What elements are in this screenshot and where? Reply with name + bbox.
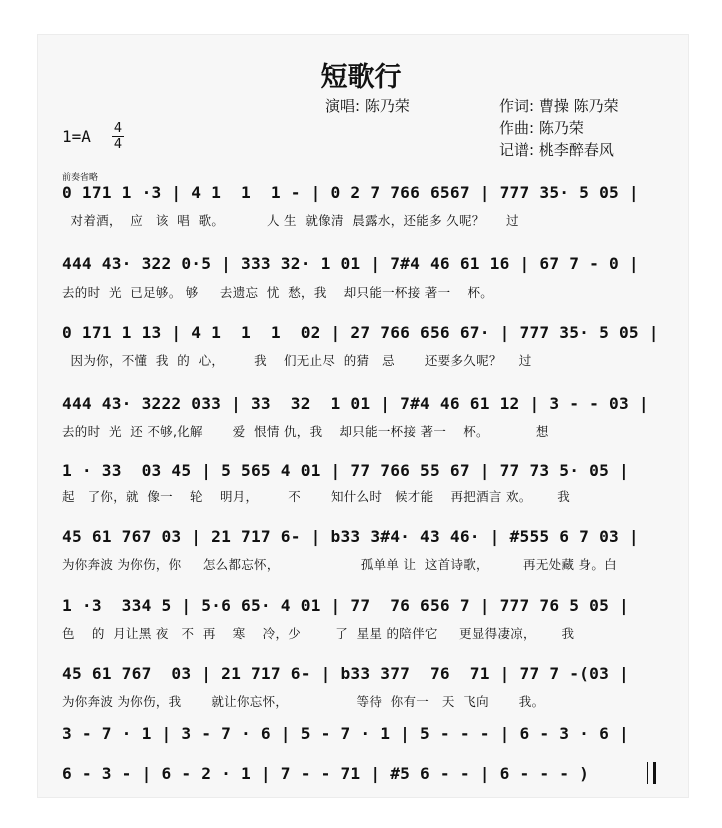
transcriber-credit: 记谱: 桃李醉春风	[499, 141, 614, 159]
song-title: 短歌行	[320, 62, 402, 93]
notation-row-9: 3 - 7 · 1 | 3 - 7 · 6 | 5 - 7 · 1 | 5 - - - | 6 - 3 · 6 |	[62, 724, 629, 743]
lyric-row-4: 去的时 光 还 不够,化解 爱 恨情 仇，我 却只能一杯接 著一 杯。 想	[62, 424, 549, 439]
final-barline	[647, 762, 656, 784]
lyric-row-8: 为你奔波 为你伤，我 就让你忘怀， 等待 你有一 天 飞向 我。	[62, 694, 545, 709]
notation-row-6: 45 61 767 03 | 21 717 6- | b33 3#4· 43 46· | #555 6 7 03 |	[62, 527, 639, 546]
notation-row-3: 0 171 1 13 | 4 1 1 1 02 | 27 766 656 67· | 777 35· 5 05 |	[62, 323, 659, 342]
lyricist-credit: 作词: 曹操 陈乃荣	[499, 97, 619, 115]
notation-row-2: 444 43· 322 0·5 | 333 32· 1 01 | 7#4 46 61 16 | 67 7 - 0 |	[62, 254, 639, 273]
singer-credit: 演唱: 陈乃荣	[325, 97, 410, 115]
notation-row-8: 45 61 767 03 | 21 717 6- | b33 377 76 71 | 77 7 -(03 |	[62, 664, 629, 683]
notation-row-10: 6 - 3 - | 6 - 2 · 1 | 7 - - 71 | #5 6 - - | 6 - - - )	[62, 764, 590, 783]
lyric-row-7: 色 的 月让黑 夜 不 再 寒 冷，少 了 星星 的陪伴它 更显得凄凉， 我	[62, 626, 575, 641]
time-signature	[111, 122, 125, 151]
lyric-row-2: 去的时 光 已足够。 够 去遗忘 忧 愁，我 却只能一杯接 著一 杯。	[62, 285, 494, 300]
notation-row-1: 0 171 1 ·3 | 4 1 1 1 - | 0 2 7 766 6567 | 777 35· 5 05 |	[62, 183, 639, 202]
lyric-row-1: 对着酒， 应 该 唱 歌。 人 生 就像清 晨露水，还能多 久呢？ 过	[62, 213, 519, 228]
time-signature-top: 4	[113, 121, 123, 136]
lyric-row-3: 因为你，不懂 我 的 心， 我 们无止尽 的猜 忌 还要多久呢？ 过	[62, 353, 532, 368]
time-signature-bottom: 4	[113, 137, 123, 152]
lyric-row-5: 起 了你，就 像一 轮 明月， 不 知什么时 候才能 再把酒言 欢。 我	[62, 489, 571, 504]
composer-credit: 作曲: 陈乃荣	[499, 119, 584, 137]
notation-row-7: 1 ·3 334 5 | 5·6 65· 4 01 | 77 76 656 7 | 777 76 5 05 |	[62, 596, 629, 615]
notation-row-5: 1 · 33 03 45 | 5 565 4 01 | 77 766 55 67 | 77 73 5· 05 |	[62, 461, 629, 480]
notation-row-4: 444 43· 3222 033 | 33 32 1 01 | 7#4 46 61 12 | 3 - - 03 |	[62, 394, 649, 413]
key-signature: 1=A	[62, 127, 91, 146]
prelude-note: 前奏省略	[62, 173, 99, 183]
lyric-row-6: 为你奔波 为你伤，你 怎么都忘怀， 孤单单 让 这首诗歌， 再无处藏 身。白	[62, 557, 617, 572]
